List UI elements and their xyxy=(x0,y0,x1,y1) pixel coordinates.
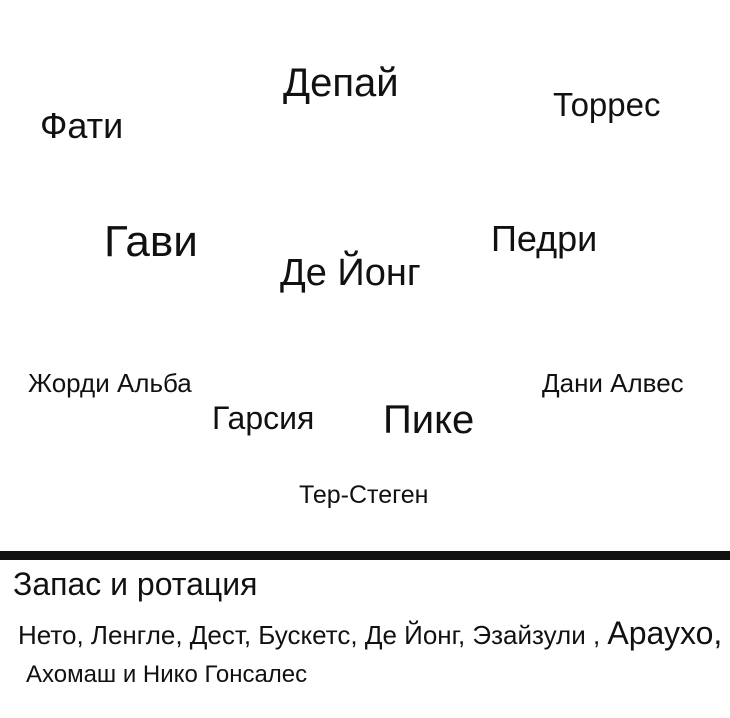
player-torres: Торрес xyxy=(553,86,661,123)
player-ter-stegen: Тер-Стеген xyxy=(299,481,429,509)
player-fati: Фати xyxy=(40,105,124,146)
player-pedri: Педри xyxy=(491,218,598,259)
reserve-list-line-1 xyxy=(18,614,722,652)
player-de-jong: Де Йонг xyxy=(280,252,421,294)
player-pique: Пике xyxy=(383,398,475,442)
player-dani-alves: Дани Алвес xyxy=(542,368,684,398)
player-garcia: Гарсия xyxy=(212,400,315,436)
player-jordi-alba: Жорди Альба xyxy=(28,368,192,398)
player-depay: Депай xyxy=(283,61,399,105)
reserve-list-line-2: Ахомаш и Нико Гонсалес xyxy=(26,661,308,688)
reserve-list-emphasis: Араухо, xyxy=(607,615,723,651)
reserve-list-text: Нето, Ленгле, Дест, Бускетс, Де Йонг, Эзайзули , xyxy=(18,620,608,650)
reserve-title: Запас и ротация xyxy=(13,566,258,602)
section-divider xyxy=(0,551,730,560)
player-gavi: Гави xyxy=(104,217,198,266)
